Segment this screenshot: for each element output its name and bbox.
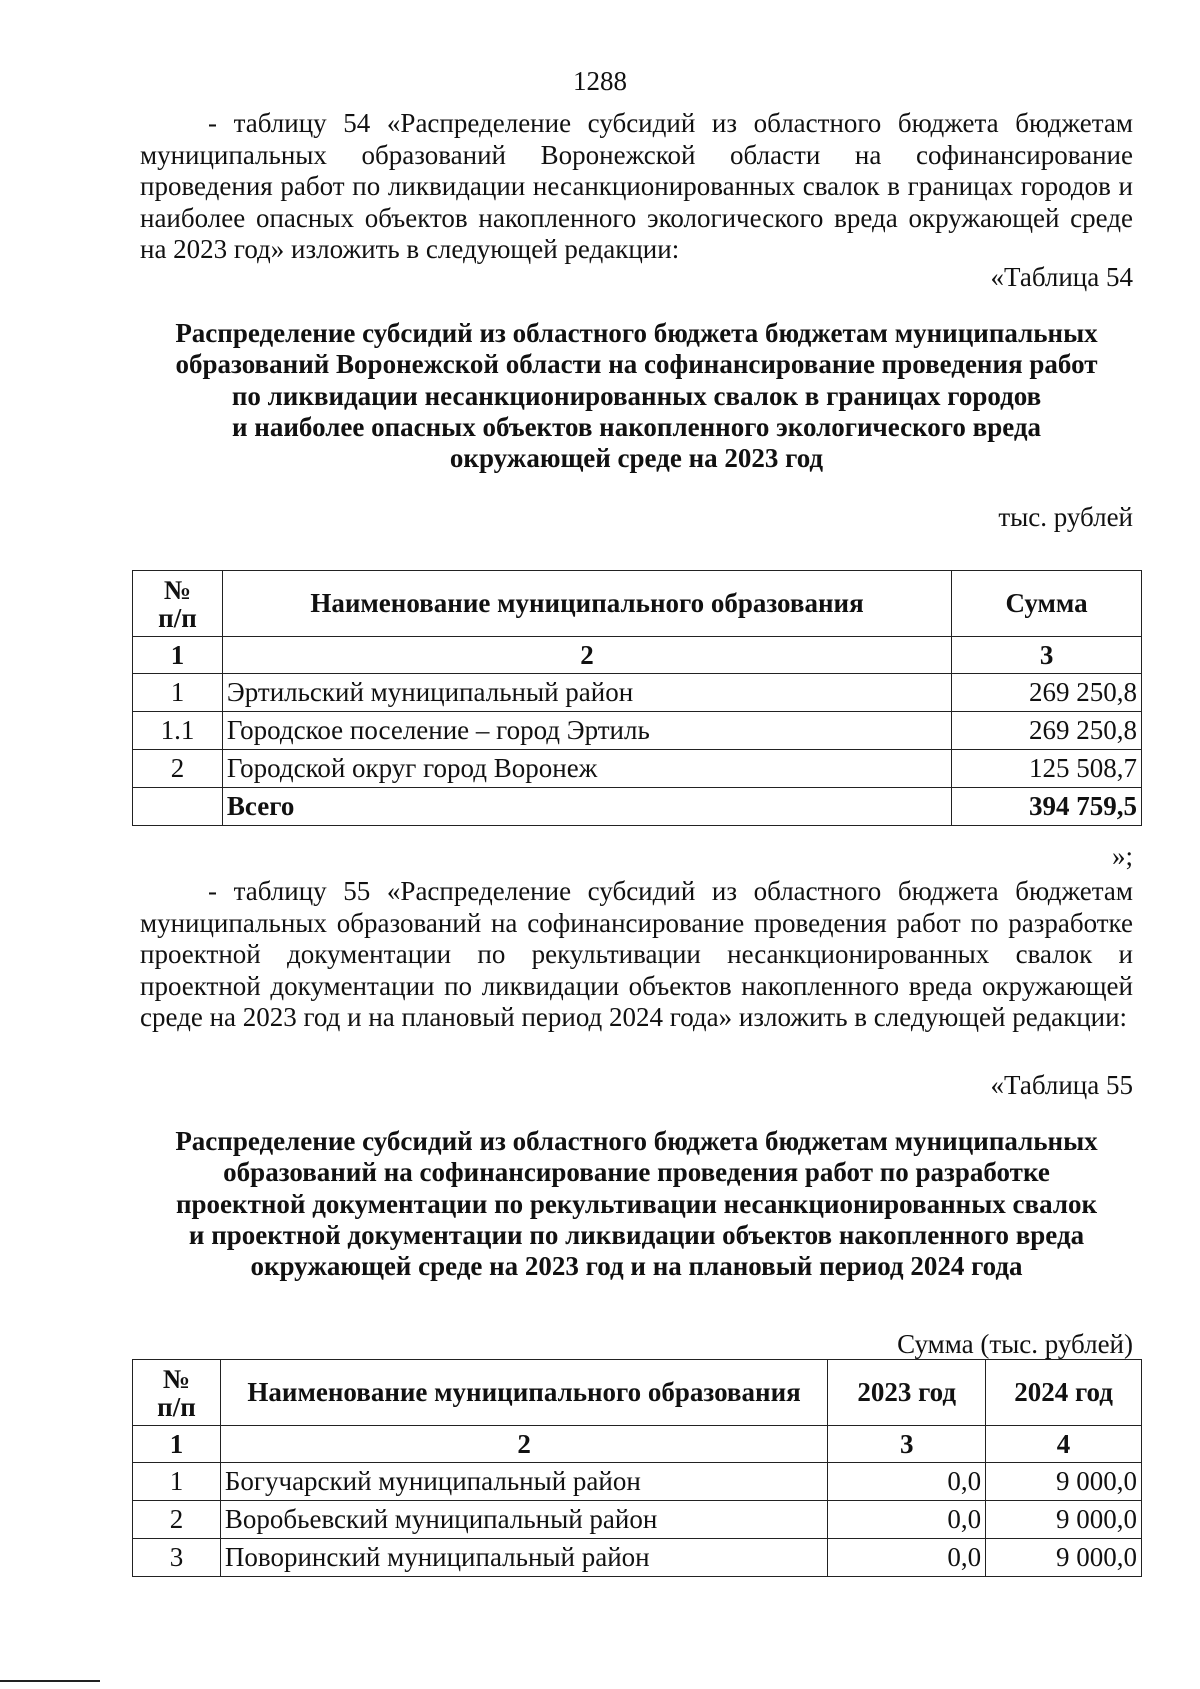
table-54-title <box>130 318 1143 474</box>
table-54-header-sum: Сумма <box>952 571 1142 637</box>
intro-paragraph-table-55: - таблицу 55 «Распределение субсидий из областного бюджета бюджетам муниципальных образований на софинансирование проведения работ по разработке проектной документации по рекультивации несанкционированных свалок и проектной документации по ликвидации объектов накопленного вреда окружающей среде на 2023 год и на плановый период 2024 года» изложить в следующей редакции: <box>140 876 1133 1032</box>
table-row <box>133 674 1142 712</box>
table-row <box>133 1501 1142 1539</box>
table-55-column-number-row <box>133 1426 1142 1463</box>
header-num-symbol: № <box>163 574 192 605</box>
row-name: Богучарский муниципальный район <box>220 1463 827 1501</box>
table-55-unit: Сумма (тыс. рублей) <box>897 1329 1133 1359</box>
table-55-header-name: Наименование муниципального образования <box>220 1360 827 1426</box>
header-num-abbr: п/п <box>157 1391 196 1422</box>
table-55-title <box>130 1126 1143 1282</box>
row-2023: 0,0 <box>828 1463 986 1501</box>
header-num-symbol: № <box>162 1363 191 1394</box>
table-54-title-line: и наиболее опасных объектов накопленного экологического вреда <box>232 411 1041 442</box>
total-sum: 394 759,5 <box>952 788 1142 826</box>
row-sum: 269 250,8 <box>952 712 1142 750</box>
row-sum: 125 508,7 <box>952 750 1142 788</box>
row-2024: 9 000,0 <box>986 1539 1142 1577</box>
row-2023: 0,0 <box>828 1501 986 1539</box>
row-number: 1 <box>133 674 223 712</box>
row-number: 2 <box>133 750 223 788</box>
row-2024: 9 000,0 <box>986 1501 1142 1539</box>
table-55 <box>132 1359 1142 1577</box>
table-55-title-line: и проектной документации по ликвидации объектов накопленного вреда <box>188 1219 1085 1250</box>
row-name: Поворинский муниципальный район <box>220 1539 827 1577</box>
header-num-abbr: п/п <box>158 602 197 633</box>
row-number: 2 <box>133 1501 221 1539</box>
table-54 <box>132 570 1142 826</box>
row-name: Эртильский муниципальный район <box>222 674 951 712</box>
row-name: Городской округ город Воронеж <box>222 750 951 788</box>
column-number: 3 <box>952 637 1142 674</box>
total-label: Всего <box>222 788 951 826</box>
row-name: Воробьевский муниципальный район <box>220 1501 827 1539</box>
row-sum: 269 250,8 <box>952 674 1142 712</box>
column-number: 1 <box>133 1426 221 1463</box>
column-number: 1 <box>133 637 223 674</box>
table-54-title-line: по ликвидации несанкционированных свалок в границах городов <box>231 380 1042 411</box>
table-row <box>133 1463 1142 1501</box>
table-55-title-line: проектной документации по рекультивации несанкционированных свалок <box>175 1188 1098 1219</box>
row-name: Городское поселение – город Эртиль <box>222 712 951 750</box>
column-number: 2 <box>220 1426 827 1463</box>
table-55-title-line: образований на софинансирование проведения работ по разработке <box>223 1157 1050 1188</box>
table-55-header-2023: 2023 год <box>828 1360 986 1426</box>
table-54-title-line: образований Воронежской области на софинансирование проведения работ <box>175 349 1098 380</box>
intro-paragraph-table-54: - таблицу 54 «Распределение субсидий из областного бюджета бюджетам муниципальных образований Воронежской области на софинансирование проведения работ по ликвидации несанкционированных свалок в границах городов и наиболее опасных объектов накопленного экологического вреда окружающей среде на 2023 год» изложить в следующей редакции: <box>140 108 1133 264</box>
table-55-header-2024: 2024 год <box>986 1360 1142 1426</box>
table-54-title-line: окружающей среде на 2023 год <box>449 443 824 474</box>
footer-divider <box>0 1680 100 1682</box>
page-number: 1288 <box>573 66 627 96</box>
table-54-header-name: Наименование муниципального образования <box>222 571 951 637</box>
table-54-unit: тыс. рублей <box>998 502 1133 532</box>
table-54-header-num <box>133 571 223 637</box>
table-54-closing-quote: »; <box>1111 841 1133 871</box>
row-2024: 9 000,0 <box>986 1463 1142 1501</box>
table-54-column-number-row <box>133 637 1142 674</box>
row-number: 1 <box>133 1463 221 1501</box>
table-54-label: «Таблица 54 <box>990 262 1133 292</box>
table-row <box>133 712 1142 750</box>
row-2023: 0,0 <box>828 1539 986 1577</box>
table-55-header-row <box>133 1360 1142 1426</box>
table-55-label: «Таблица 55 <box>990 1070 1133 1100</box>
table-55-header-num <box>133 1360 221 1426</box>
table-54-title-line: Распределение субсидий из областного бюджета бюджетам муниципальных <box>175 318 1098 348</box>
column-number: 3 <box>828 1426 986 1463</box>
table-55-title-line: Распределение субсидий из областного бюджета бюджетам муниципальных <box>175 1126 1098 1156</box>
table-row <box>133 750 1142 788</box>
table-54-header-row <box>133 571 1142 637</box>
column-number: 2 <box>222 637 951 674</box>
table-54-total-row <box>133 788 1142 826</box>
row-number: 1.1 <box>133 712 223 750</box>
table-row <box>133 1539 1142 1577</box>
table-55-title-line: окружающей среде на 2023 год и на плановый период 2024 года <box>250 1251 1023 1282</box>
total-number <box>133 788 223 826</box>
column-number: 4 <box>986 1426 1142 1463</box>
row-number: 3 <box>133 1539 221 1577</box>
